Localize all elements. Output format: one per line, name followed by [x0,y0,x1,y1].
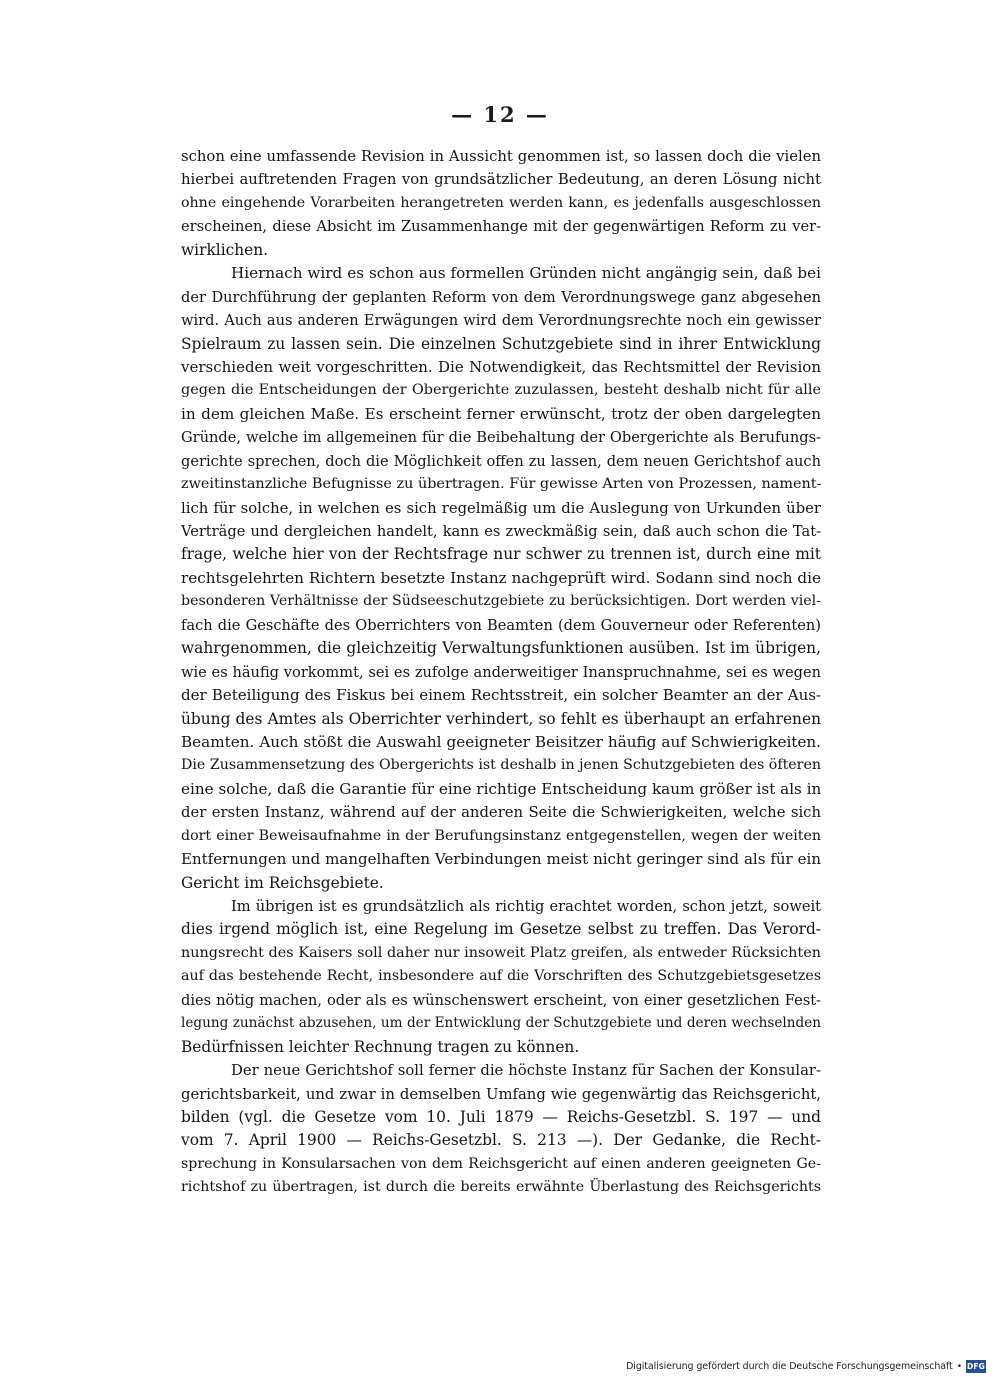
text-line: fach die Geschäfte des Oberrichters von Beamten (dem Gouverneur oder Referenten) [181,616,821,634]
text-line: Spielraum zu lassen sein. Die einzelnen Schutzgebiete sind in ihrer Entwicklung [181,334,821,353]
text-line: Beamten. Auch stößt die Auswahl geeigneter Beisitzer häufig auf Schwierigkeiten. [181,732,821,751]
page-number: — 12 — [451,102,549,127]
text-line: richtshof zu übertragen, ist durch die bereits erwähnte Überlastung des Reichsgerichts [181,1179,821,1196]
body-text [181,145,821,1200]
text-line: Im übrigen ist es grundsätzlich als richtig erachtet worden, schon jetzt, soweit [231,898,821,915]
credit-text: Digitalisierung gefördert durch die Deutsche Forschungsgemeinschaft [626,1361,953,1372]
text-line: auf das bestehende Recht, insbesondere auf die Vorschriften des Schutzgebietsgesetzes [181,968,821,985]
text-line: Gericht im Reichsgebiete. [181,873,384,892]
text-line: der Beteiligung des Fiskus bei einem Rechtsstreit, ein solcher Beamter an der Aus- [181,686,821,705]
text-line: gerichtsbarkeit, und zwar in demselben Umfang wie gegenwärtig das Reichsgericht, [181,1085,821,1103]
text-line: gegen die Entscheidungen der Obergerichte zuzulassen, besteht deshalb nicht für alle [181,382,821,399]
text-line: lich für solche, in welchen es sich regelmäßig um die Auslegung von Urkunden über [181,499,821,517]
text-line: frage, welche hier von der Rechtsfrage nur schwer zu trennen ist, durch eine mit [181,545,821,564]
text-line: in dem gleichen Maße. Es erscheint ferner erwünscht, trotz der oben dargelegten [181,404,821,423]
text-line: legung zunächst abzusehen, um der Entwicklung der Schutzgebiete und deren wechselnden [181,1015,821,1032]
text-line: rechtsgelehrten Richtern besetzte Instanz nachgeprüft wird. Sodann sind noch die [181,568,821,587]
text-line: vom 7. April 1900 — Reichs-Gesetzbl. S. 213 —). Der Gedanke, die Recht- [181,1131,821,1150]
text-line: der Durchführung der geplanten Reform von dem Verordnungswege ganz abgesehen [181,288,821,306]
text-line: dort einer Beweisaufnahme in der Berufungsinstanz entgegenstellen, wegen der weiten [181,827,821,844]
text-line: Entfernungen und mangelhaften Verbindungen meist nicht geringer sind als für ein [181,850,821,869]
text-line: erscheinen, diese Absicht im Zusammenhange mit der gegenwärtigen Reform zu ver- [181,218,821,236]
text-line: wie es häufig vorkommt, sei es zufolge anderweitiger Inanspruchnahme, sei es wegen [181,663,821,681]
text-line: besonderen Verhältnisse der Südseeschutzgebiete zu berücksichtigen. Dort werden viel- [181,593,821,610]
text-line: Bedürfnissen leichter Rechnung tragen zu können. [181,1037,580,1056]
credit-separator: • [956,1361,962,1372]
text-line: nungsrecht des Kaisers soll daher nur insoweit Platz greifen, als entweder Rücksichten [181,944,821,961]
digitization-credit [626,1360,986,1373]
text-line: übung des Amtes als Oberrichter verhindert, so fehlt es überhaupt an erfahrenen [181,709,821,728]
text-line: bilden (vgl. die Gesetze vom 10. Juli 1879 — Reichs-Gesetzbl. S. 197 — und [181,1107,821,1126]
text-line: Gründe, welche im allgemeinen für die Beibehaltung der Obergerichte als Berufungs- [181,429,821,447]
paragraph [181,1059,821,1200]
text-line: verschieden weit vorgeschritten. Die Notwendigkeit, das Rechtsmittel der Revision [181,357,821,376]
text-line: wirklichen. [181,240,269,259]
text-line: sprechung in Konsularsachen von dem Reichsgericht auf einen anderen geeigneten Ge- [181,1155,821,1172]
paragraph [181,895,821,1059]
text-line: dies nötig machen, oder als es wünschenswert erscheint, von einer gesetzlichen Fest- [181,991,821,1009]
text-line: der ersten Instanz, während auf der anderen Seite die Schwierigkeiten, welche sich [181,804,821,822]
text-line: ohne eingehende Vorarbeiten herangetreten werden kann, es jedenfalls ausgeschlossen [181,194,821,211]
text-line: wird. Auch aus anderen Erwägungen wird dem Verordnungsrechte noch ein gewisser [181,312,821,330]
dfg-logo-text: DFG [966,1362,986,1371]
text-line: Der neue Gerichtshof soll ferner die höchste Instanz für Sachen der Konsular- [231,1062,821,1080]
paragraph [181,262,821,895]
text-line: wahrgenommen, die gleichzeitig Verwaltungsfunktionen ausüben. Ist im übrigen, [181,639,821,658]
text-line: zweitinstanzliche Befugnisse zu übertragen. Für gewisse Arten von Prozessen, nament- [181,476,821,493]
text-line: Die Zusammensetzung des Obergerichts ist deshalb in jenen Schutzgebieten des öfteren [181,757,821,774]
text-line: Verträge und dergleichen handelt, kann es zweckmäßig sein, daß auch schon die Tat- [181,523,821,540]
paragraph [181,145,821,262]
text-line: eine solche, daß die Garantie für eine richtige Entscheidung kaum größer ist als in [181,779,821,798]
dfg-logo-icon [966,1360,986,1373]
text-line: dies irgend möglich ist, eine Regelung im Gesetze selbst zu treffen. Das Verord- [181,920,821,939]
text-line: gerichte sprechen, doch die Möglichkeit offen zu lassen, dem neuen Gerichtshof auch [181,452,821,470]
text-line: hierbei auftretenden Fragen von grundsätzlicher Bedeutung, an deren Lösung nicht [181,171,821,189]
text-line: schon eine umfassende Revision in Aussicht genommen ist, so lassen doch die vielen [181,148,821,165]
text-line: Hiernach wird es schon aus formellen Gründen nicht angängig sein, daß bei [231,264,821,283]
